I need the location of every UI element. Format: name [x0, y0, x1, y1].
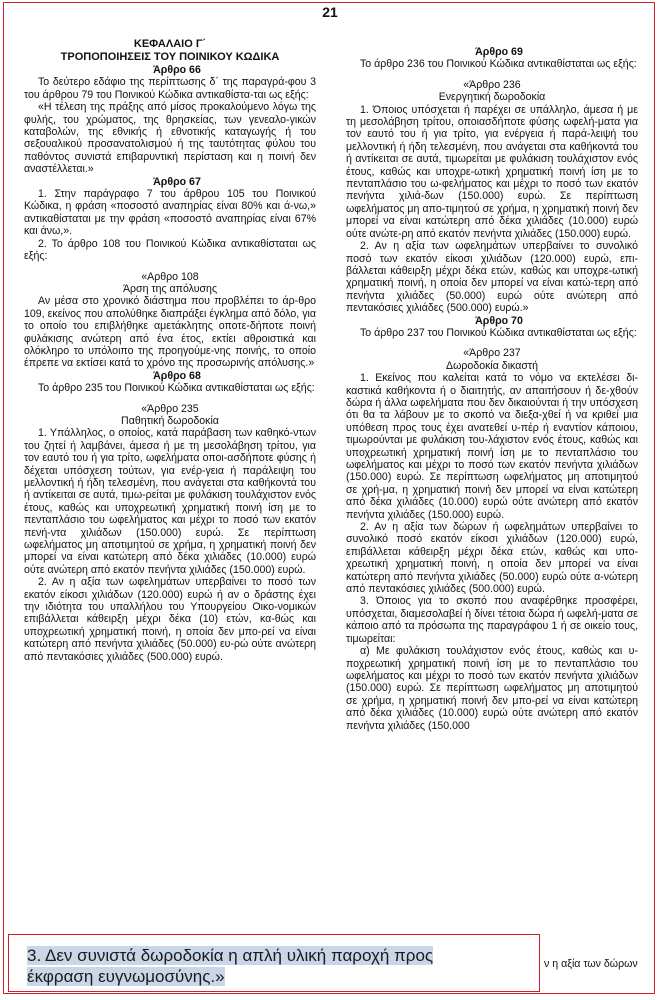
article-237-paragraph-3: 3. Όποιος για το σκοπό που αναφέρθηκε προσφέρει, υπόσχεται, διαμεσολαβεί ή δίνει τέτοια δώρα ή ωφελή-ματα σε κάποιο από τα πρόσωπα της παραγράφου 1 ή σε οικείο τους, τιμωρείται: [346, 595, 638, 645]
article-66-paragraph-1: Το δεύτερο εδάφιο της περίπτωσης δ΄ της παραγρά-φου 3 του άρθρου 79 του Ποινικού Κώδικα αντικαθίστα-ται ως εξής: [24, 76, 316, 101]
article-67-paragraph-1: 1. Στην παράγραφο 7 του άρθρου 105 του Ποινικού Κώδικα, η φράση «ποσοστό αναπηρίας είναι 80% και ά-νω,» αντικαθίσταται με την φράση «ποσοστό αναπηρίας είναι 67% και άνω,». [24, 188, 316, 238]
article-236-paragraph-2: 2. Αν η αξία των ωφελημάτων υπερβαίνει το συνολικό ποσό των εκατόν είκοσι χιλιάδων (120.000) ευρώ, επι-βάλλεται κάθειρξη μέχρι δέκα ετών, καθώς και υποχρε-ωτική χρηματική ποινή, η οποία δεν μπορεί να είναι κατώ-τερη από πενήντα χιλιάδες (50.000) ευρώ ούτε ανώτερη από πεντακόσιες χιλιάδες (500.000) ευρώ.» [346, 240, 638, 315]
article-69-heading: Άρθρο 69 [475, 46, 523, 58]
article-66-heading: Άρθρο 66 [153, 64, 201, 76]
article-67-paragraph-2: 2. Το άρθρο 108 του Ποινικού Κώδικα αντικαθίσταται ως εξής: [24, 237, 316, 263]
highlight-line-1: 3. Δεν συνιστά δωροδοκία η απλή υλική παροχή προς [27, 946, 434, 965]
article-236-subtitle: Ενεργητική δωροδοκία [438, 91, 546, 104]
article-108-title: «Αρθρο 108 [141, 270, 199, 283]
highlight-excerpt-text [27, 945, 537, 987]
article-237-paragraph-1: 1. Εκείνος που καλείται κατά το νόμο να εκτελέσει δι-καστικά καθήκοντα ή ο διαιτητής, αν απαιτήσουν ή δε-χθούν δώρα ή άλλα ωφελήματα που δεν δικαιούνται ή την υπόσχεση ότι θα τα λάβουν με το σκοπό να διεξα-χθεί ή να κριθεί μια υπόθεση προς τους έχει ανατεθεί υ-πέρ ή εναντίον κάποιου, τιμωρούνται με φυλάκιση του-λάχιστον ενός έτους, καθώς και υποχρεωτική χρηματική ποινή ίση με το πενταπλάσιο του ωφελήματος και μέχρι το ποσό των εκατόν πενήντα χιλιάδων (150.000) ευρώ. Σε περίπτωση ωφελήματος μη αποτιμητού σε χρή-μα, η χρηματική ποινή δεν μπορεί να είναι κατώτερη από δέκα χιλιάδες (10.000) ευρώ ούτε ανώτερη από εκατόν πενήντα χιλιάδες (150.000) ευρώ. [346, 372, 638, 521]
article-108-text: Αν μέσα στο χρονικό διάστημα που προβλέπει το άρ-θρο 109, εκείνος που απολύθηκε διαπράξει έγκλημα από δόλο, για το οποίο του επιβλήθηκε αμετάκλητης οποτε-δήποτε ποινή φυλάκισης ανώτερη από ένα έτος, εκτίει αθροιστικά και ολόκληρο το υπόλοιπο της προηγούμε-νης ποινής, το οποίο έπρεπε να εκτίσει κατά το χρόνο της προσωρινής απόλυσης.» [24, 295, 316, 370]
highlight-line-2: έκφραση ευγνωμοσύνης.» [27, 967, 225, 986]
article-236-paragraph-1: 1. Όποιος υπόσχεται ή παρέχει σε υπάλληλο, άμεσα ή με τη μεσολάβηση τρίτου, οποιασδήποτε φύσης ωφελή-ματα για τον εαυτό του ή για τρίτο, για ενέργεια ή παρά-λειψή του μελλοντική ή ήδη τελεσμένη, που ανάγεται στα καθήκοντά του ή αντίκειται σε αυτά, τιμωρείται με φυλάκιση τουλάχιστον ενός έτους, καθώς και υποχρε-ωτική χρηματική ποινή ίση με το πενταπλάσιο του ω-φελήματος και μέχρι το ποσό των εκατόν πενήντα χιλιά-δων (150.000) ευρώ. Σε περίπτωση ωφελήματος μη απο-τιμητού σε χρήμα, η χρηματική ποινή δεν μπορεί να είναι κατώτερη από δέκα χιλιάδες (10.000) ευρώ ούτε ανώτε-ρη από εκατόν πενήντα χιλιάδες (150.000) ευρώ. [346, 103, 638, 240]
article-67-heading: Άρθρο 67 [153, 175, 201, 188]
article-70-paragraph-1: Το άρθρο 237 του Ποινικού Κώδικα αντικαθίσταται ως εξής: [360, 326, 637, 339]
article-68-paragraph-1: Το άρθρο 235 του Ποινικού Κώδικα αντικαθίσταται ως εξής: [38, 382, 315, 395]
article-235-paragraph-2: 2. Αν η αξία των ωφελημάτων υπερβαίνει το ποσό των εκατόν είκοσι χιλιάδων (120.000) ευρώ ή αν ο δράστης έχει την ιδιότητα του υπαλλήλου του Υπουργείου Οικο-νομικών επιβάλλεται κάθειρξη μέχρι δέκα (10) ετών, κα-θώς και υποχρεωτική χρηματική ποινή, η οποία δεν μπο-ρεί να είναι κατώτερη από πενήντα χιλιάδες (50.000) ευ-ρώ ούτε ανώτερη από πεντακόσιες χιλιάδες (500.000) ευρώ. [24, 576, 316, 663]
right-column-continuation: ν η αξία των δώρων [544, 958, 638, 970]
article-70-heading: Άρθρο 70 [475, 314, 523, 327]
left-column [24, 38, 316, 663]
chapter-title: ΚΕΦΑΛΑΙΟ Γ΄ [133, 38, 207, 50]
article-237-paragraph-2: 2. Αν η αξία των δώρων ή ωφελημάτων υπερβαίνει το συνολικό ποσό εκατόν είκοσι χιλιάδων (120.000) ευρώ, επιβάλλεται κάθειρξη μέχρι δέκα ετών, καθώς και υπο-χρεωτική χρηματική ποινή, η οποία δεν μπορεί να είναι κατώτερη από πενήντα χιλιάδες (50.000) ευρώ ούτε α-νώτερη από πεντακόσιες χιλιάδες (500.000) ευρώ. [346, 521, 638, 596]
chapter-subtitle: ΤΡΟΠΟΠΟΙΗΣΕΙΣ ΤΟΥ ΠΟΙΝΙΚΟΥ ΚΩΔΙΚΑ [60, 51, 280, 63]
article-69-paragraph-1: Το άρθρο 236 του Ποινικού Κώδικα αντικαθίσταται ως εξής: [360, 58, 637, 71]
article-235-paragraph-1: 1. Υπάλληλος, ο οποίος, κατά παράβαση των καθηκό-ντων του ζητεί ή λαμβάνει, άμεσα ή με τη μεσολάβηση τρίτου, για τον εαυτό του ή για τρίτο, ωφελήματα οποι-ασδήποτε φύσης ή δέχεται υπόσχεση τούτων, για ενέρ-γεια ή παράλειψη του μελλοντική ή ήδη τελεσμένη, που ανάγεται στα καθήκοντά του ή αντίκειται σε αυτά, τιμω-ρείται με φυλάκιση τουλάχιστον ενός έτους, καθώς και υποχρεωτική χρηματική ποινή ίση με το πενταπλάσιο του ωφελήματος και μέχρι το ποσό των εκατόν πενή-ντα χιλιάδων (150.000) ευρώ. Σε περίπτωση ωφελήματος μη αποτιμητού σε χρήμα, η χρηματική ποινή δεν μπορεί να είναι κατώτερη από δέκα χιλιάδες (10.000) ευρώ ούτε ανώτερη από εκατόν πενήντα χιλιάδες (150.000) ευρώ. [24, 427, 316, 576]
article-108-subtitle: Άρση της απόλυσης [122, 282, 218, 295]
article-237-subtitle: Δωροδοκία δικαστή [446, 359, 538, 372]
article-237-paragraph-4: α) Με φυλάκιση τουλάχιστον ενός έτους, καθώς και υ-ποχρεωτική χρηματική ποινή ίση με το πενταπλάσιο του ωφελήματος και μέχρι το ποσό των εκατόν πενήντα χιλιάδων (150.000) ευρώ. Σε περίπτωση ωφελήματος μη αποτιμητού σε χρήμα, η χρηματική ποινή δεν μπο-ρεί να είναι κατώτερη από δέκα χιλιάδες (10.000) ευρώ ούτε ανώτερη από εκατόν πενήντα χιλιάδες (150.000 [346, 645, 638, 732]
article-235-subtitle: Παθητική δωροδοκία [121, 414, 219, 427]
right-column [346, 38, 638, 732]
article-237-title: «Άρθρο 237 [463, 347, 521, 360]
article-236-title: «Άρθρο 236 [463, 78, 521, 91]
highlight-excerpt-box [8, 934, 540, 992]
article-235-title: «Άρθρο 235 [141, 402, 199, 415]
article-68-heading: Άρθρο 68 [153, 369, 201, 382]
page-number: 21 [322, 4, 338, 20]
article-66-paragraph-2: «Η τέλεση της πράξης από μίσος προκαλούμενο λόγω της φυλής, του χρώματος, της θρησκείας, των γενεαλο-γικών καταβολών, της εθνικής ή εθνοτικής καταγωγής ή του σεξουαλικού προσανατολισμού ή της ταυτότητας φύλου του παθόντος συνιστά επιβαρυντική περίσταση και η ποινή δεν αναστέλλεται.» [24, 101, 316, 176]
